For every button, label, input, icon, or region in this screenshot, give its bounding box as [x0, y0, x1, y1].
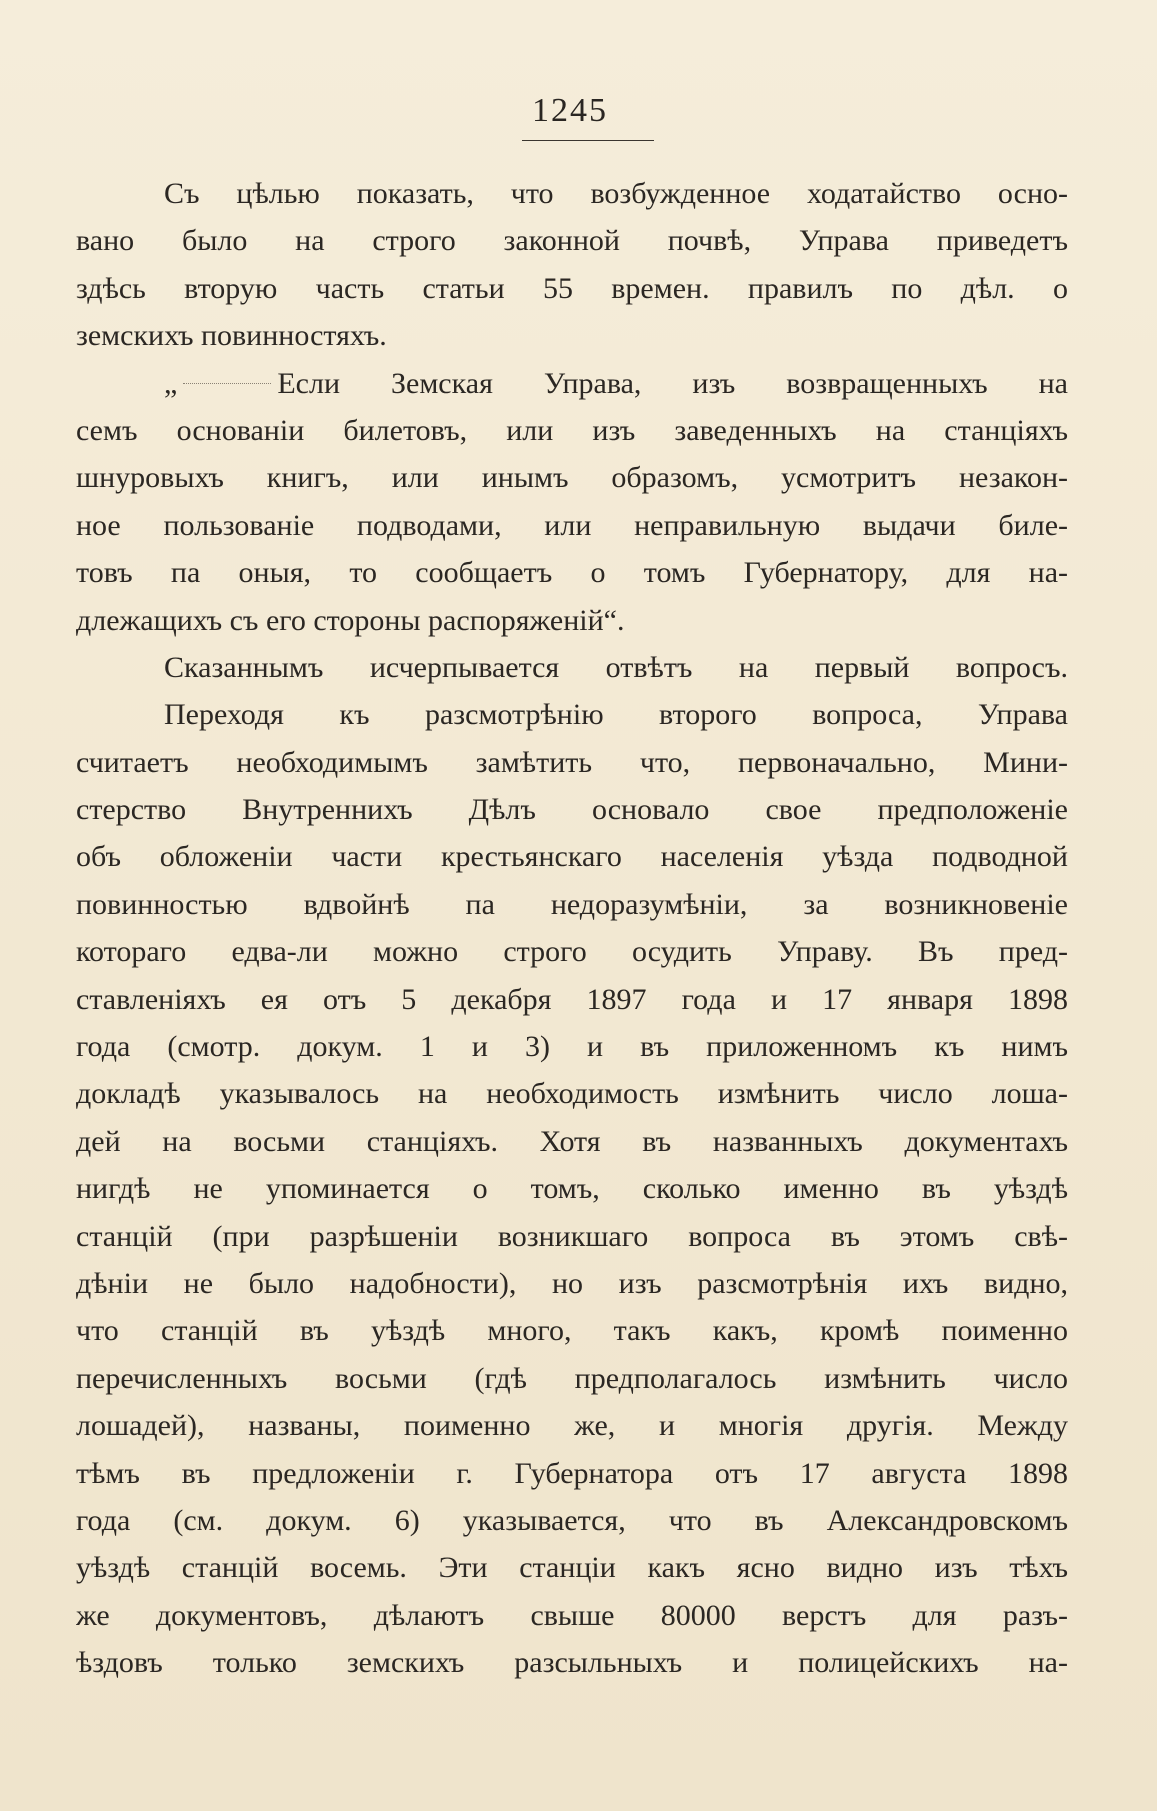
text-line: лошадей), названы, поименно же, и многія другія. Между	[76, 1409, 1068, 1443]
text-line: считаетъ необходимымъ замѣтить что, первоначально, Мини-	[76, 745, 1068, 779]
text-line: дѣніи не было надобности), но изъ разсмотрѣнія ихъ видно,	[76, 1266, 1068, 1300]
text-line: вано было на строго законной почвѣ, Управа приведетъ	[76, 224, 1068, 258]
text-line: здѣсь вторую часть статьи 55 времен. правилъ по дѣл. о	[76, 271, 1068, 305]
text-line: стерство Внутреннихъ Дѣлъ основало свое предположеніе	[76, 793, 1068, 827]
text-line: земскихъ повинностяхъ.	[76, 319, 387, 353]
text-line: ставленіяхъ ея отъ 5 декабря 1897 года и 17 января 1898	[76, 982, 1068, 1016]
text-line: длежащихъ съ его стороны распоряженій“.	[76, 603, 625, 637]
text-line: Сказаннымъ исчерпывается отвѣтъ на первый вопросъ.	[164, 650, 1068, 684]
text-line: Съ цѣлью показать, что возбужденное ходатайство осно-	[164, 177, 1068, 210]
ellipsis-dots	[183, 382, 271, 384]
text-line: что станцій въ уѣздѣ много, такъ какъ, кромѣ поименно	[76, 1314, 1068, 1348]
text-line: котораго едва-ли можно строго осудить Управу. Въ пред-	[76, 935, 1068, 969]
text-line: ное пользованіе подводами, или неправильную выдачи биле-	[76, 508, 1068, 542]
text-line: же документовъ, дѣлаютъ свыше 80000 верстъ для разъ-	[76, 1598, 1068, 1632]
quote-open-mark: „	[164, 366, 178, 400]
text-line: объ обложеніи части крестьянскаго населенія уѣзда подводной	[76, 840, 1068, 874]
text-line: семъ основаніи билетовъ, или изъ заведенныхъ на станціяхъ	[76, 413, 1068, 447]
text-line: дей на восьми станціяхъ. Хотя въ названныхъ документахъ	[76, 1124, 1068, 1158]
text-line: Если Земская Управа, изъ возвращенныхъ на	[277, 366, 1068, 400]
text-line: года (смотр. докум. 1 и 3) и въ приложенномъ къ нимъ	[76, 1030, 1068, 1064]
quote-line	[76, 360, 1068, 407]
text-line: шнуровыхъ книгъ, или инымъ образомъ, усмотритъ незакон-	[76, 461, 1068, 495]
text-line: перечисленныхъ восьми (гдѣ предполагалось измѣнить число	[76, 1361, 1068, 1395]
text-line: нигдѣ не упоминается о томъ, сколько именно въ уѣздѣ	[76, 1172, 1068, 1206]
header-rule	[522, 140, 654, 141]
text-line: докладѣ указывалось на необходимость измѣнить число лоша-	[76, 1077, 1068, 1111]
text-line: уѣздѣ станцій восемь. Эти станціи какъ ясно видно изъ тѣхъ	[76, 1551, 1068, 1585]
text-line: Переходя къ разсмотрѣнію второго вопроса, Управа	[164, 698, 1068, 732]
text-line: ѣздовъ только земскихъ разсыльныхъ и полицейскихъ на-	[76, 1646, 1068, 1680]
text-line: повинностью вдвойнѣ па недоразумѣніи, за возникновеніе	[76, 887, 1068, 921]
text-line: года (см. докум. 6) указывается, что въ Александровскомъ	[76, 1503, 1068, 1537]
body-text	[76, 170, 1068, 1687]
text-line: станцій (при разрѣшеніи возникшаго вопроса въ этомъ свѣ-	[76, 1219, 1068, 1253]
text-line: тѣмъ въ предложеніи г. Губернатора отъ 17 августа 1898	[76, 1456, 1068, 1490]
page-number: 1245	[532, 92, 608, 129]
text-line: товъ па оныя, то сообщаетъ о томъ Губернатору, для на-	[76, 556, 1068, 590]
